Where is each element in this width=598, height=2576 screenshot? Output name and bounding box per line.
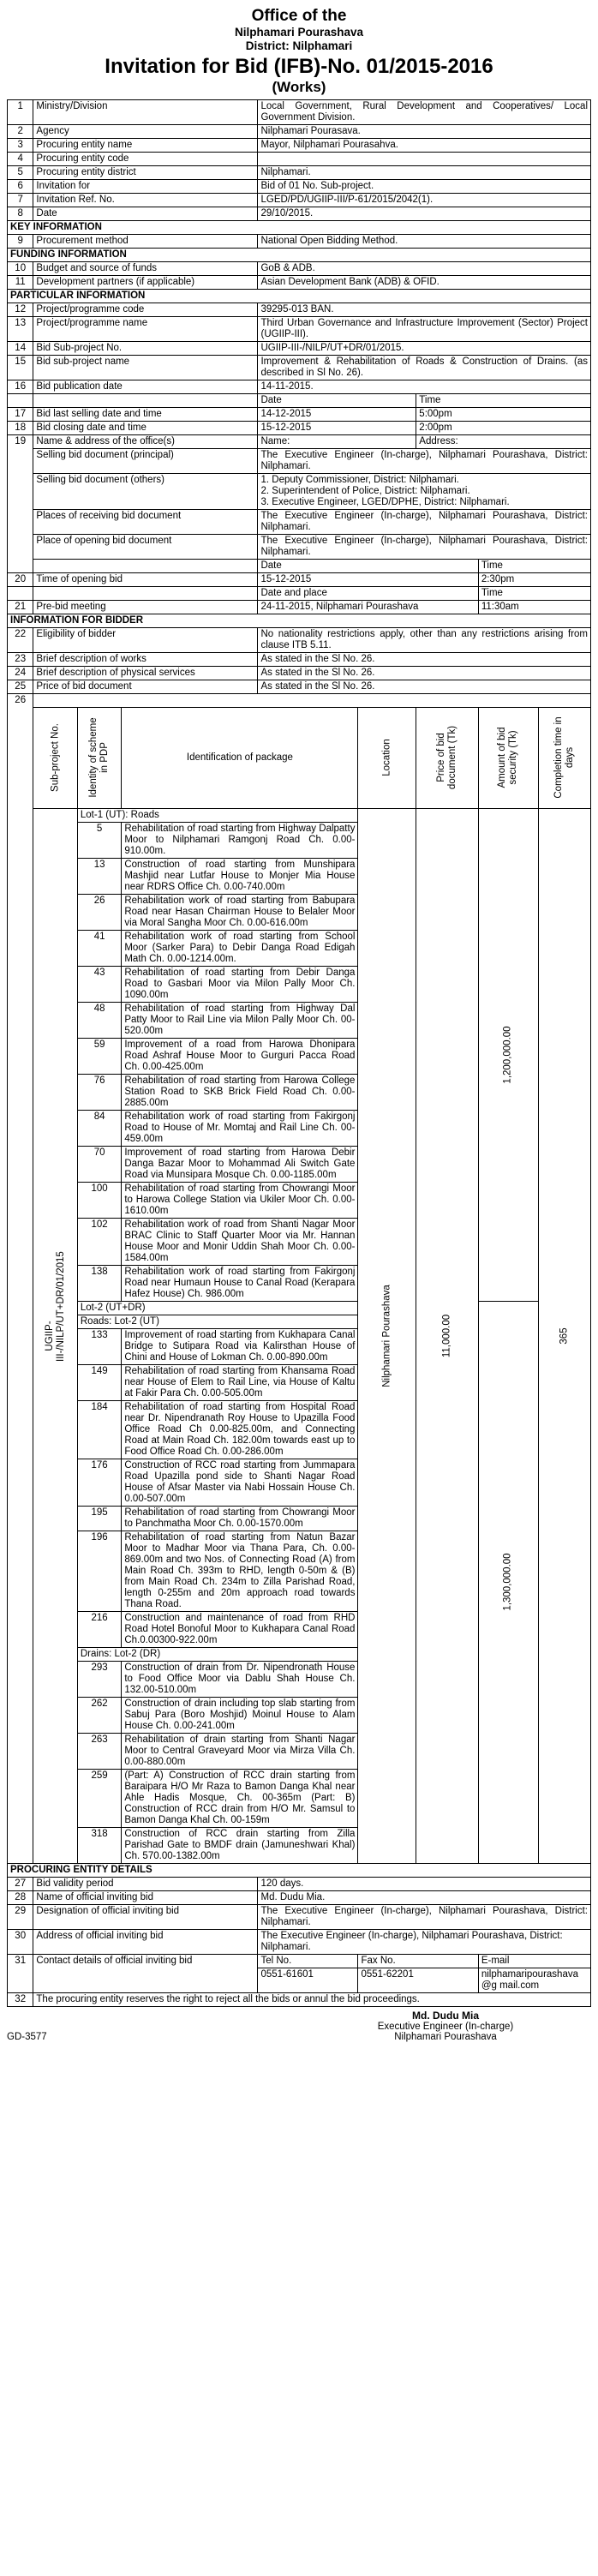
section-funding: FUNDING INFORMATION — [8, 249, 591, 262]
package-item: 59 Improvement of a road from Harowa Dhonipara Road Ashraf House Moor to Gurguri Pacca Road Ch. 0.00-425.00m — [8, 1038, 591, 1074]
row-16: 16 Bid publication date 14-11-2015. — [8, 380, 591, 394]
notice-footer — [7, 2010, 591, 2042]
package-item: 102 Rehabilitation work of road from Shanti Nagar Moor BRAC Clinic to Staff Quarter Moor via Mr. Hannan House Moor and Monir Uddin Shah Moor Ch. 0.00-1584.00m — [8, 1218, 591, 1265]
row-8: 8 Date 29/10/2015. — [8, 207, 591, 221]
others-item-1: 1. Deputy Commissioner, District: Nilphamari. — [260, 475, 459, 485]
email-value: nilphamaripourashava@g mail.com — [478, 1968, 590, 1992]
row-5: 5 Procuring entity district Nilphamari. — [8, 166, 591, 180]
package-location: Nilphamari Pourashava — [381, 1284, 392, 1387]
col-subproject: Sub-project No. — [50, 723, 61, 792]
fax-value: 0551-62201 — [358, 1968, 478, 1992]
package-item: 262 Construction of drain including top slab starting from Sabuj Para (Boro Moshjid) Moinul House to Alam House Ch. 0.00-241.00m — [8, 1697, 591, 1733]
row-1: 1 Ministry/Division Local Government, Rural Development and Cooperatives/ Local Government Division. — [8, 100, 591, 125]
subproject-number: UGIIP-III-/NILP/UT+DR/01/2015 — [44, 1250, 66, 1362]
notice-header — [7, 7, 591, 96]
row-13: 13 Project/programme name Third Urban Governance and Infrastructure Improvement (Sector) Project (UGIIP-III). — [8, 317, 591, 342]
section-procuring: PROCURING ENTITY DETAILS — [8, 1863, 591, 1877]
package-item: 84 Rehabilitation work of road starting from Fakirgonj Road to House of Mr. Momtaj and Rail Line Ch. 00-459.00m — [8, 1110, 591, 1146]
row-27: 27 Bid validity period 120 days. — [8, 1877, 591, 1890]
col-location: Location — [381, 739, 392, 776]
row-30: 30 Address of official inviting bid The Executive Engineer (In-charge), Nilphamari Pourashava, District: Nilphamari. — [8, 1929, 591, 1954]
row-32: 32 The procuring entity reserves the right to reject all the bids or annul the bid proceedings. — [8, 1992, 591, 2006]
section-particular: PARTICULAR INFORMATION — [8, 290, 591, 303]
row-11: 11 Development partners (if applicable) Asian Development Bank (ADB) & OFID. — [8, 276, 591, 290]
package-item: 133 Improvement of road starting from Kukhapara Canal Bridge to Sutipara Road via Kalirsthan House of Chini and House of Lokman Ch. 0.00-890.00m — [8, 1328, 591, 1364]
others-item-3: 3. Executive Engineer, LGED/DPHE, District: Nilphamari. — [260, 497, 510, 507]
col-price: Price of bid document (Tk) — [436, 725, 458, 790]
signatory-name: Md. Dudu Mia — [412, 2009, 479, 2022]
row-31-head: 31 Contact details of official inviting bid Tel No. Fax No. E-mail — [8, 1954, 591, 1968]
row-selling-others: Selling bid document (others) 1. Deputy Commissioner, District: Nilphamari. 2. Superintendent of Police, District: Nilphamari. 3. Executive Engineer, LGED/DPHE, District: Nilphamari. — [8, 474, 591, 510]
row-18: 18 Bid closing date and time 15-12-2015 2:00pm — [8, 422, 591, 435]
org-name: Nilphamari Pourashava — [234, 26, 364, 39]
office-line: Office of the — [251, 7, 347, 25]
package-item: 5 Rehabilitation of road starting from Highway Dalpatty Moor to Nilphamari Ramgonj Road Ch. 0.00-910.00m. — [8, 822, 591, 858]
package-lot-heading: Lot-2 (UT+DR) 1,300,000.00 — [8, 1301, 591, 1315]
row-17: 17 Bid last selling date and time 14-12-2015 5:00pm — [8, 408, 591, 422]
row-opening-place: Place of opening bid document The Executive Engineer (In-charge), Nilphamari Pourashava, District: Nilphamari. — [8, 535, 591, 560]
row-9: 9 Procurement method National Open Bidding Method. — [8, 235, 591, 249]
package-item: 318 Construction of RCC drain starting from Zilla Parishad Gate to BMDF drain (Jamuneshwari Khal) Ch. 570.00-1382.00m — [8, 1827, 591, 1863]
row-3: 3 Procuring entity name Mayor, Nilphamari Pourasahva. — [8, 139, 591, 153]
col-security: Amount of bid security (Tk) — [497, 727, 519, 788]
row-opening-head: Date Time — [8, 560, 591, 573]
signatory-org: Nilphamari Pourashava — [394, 2031, 497, 2042]
row-6: 6 Invitation for Bid of 01 No. Sub-project. — [8, 180, 591, 194]
ifb-subtitle: (Works) — [272, 79, 326, 95]
package-item: 259 (Part: A) Construction of RCC drain starting from Baraipara H/O Mr Raza to Bamon Danga Khal near Ahle Hadis Mosque, Ch. 00-365m (Part: B) Construction of RCC drain from H/O Mr. Samsul to Bamon Danga Khal Ch. 00-159m — [8, 1769, 591, 1827]
row-29: 29 Designation of official inviting bid The Executive Engineer (In-charge), Nilphamari Pourashava, District: Nilphamari. — [8, 1904, 591, 1929]
security-lot2: 1,300,000.00 — [502, 1553, 513, 1611]
package-item: 216 Construction and maintenance of road from RHD Road Hotel Bonoful Moor to Kukhapara Canal Road Ch.0.00300-922.00m — [8, 1611, 591, 1647]
row-selling-principal: Selling bid document (principal) The Executive Engineer (In-charge), Nilphamari Pourashava, District: Nilphamari. — [8, 449, 591, 474]
row-20: 20 Time of opening bid 15-12-2015 2:30pm — [8, 573, 591, 587]
col-package: Identification of package — [122, 707, 358, 808]
row-26: 26 — [8, 694, 591, 708]
package-lot-heading: Roads: Lot-2 (UT) — [8, 1315, 591, 1328]
package-item: 195 Rehabilitation of road starting from Chowrangi Moor to Panchmatha Moor Ch. 0.00-1570.00m — [8, 1506, 591, 1531]
package-lot-heading: UGIIP-III-/NILP/UT+DR/01/2015 Lot-1 (UT): Roads Nilphamari Pourashava 11,000.00 1,200,000.00 365 — [8, 808, 591, 822]
row-7: 7 Invitation Ref. No. LGED/PD/UGIIP-III/P-61/2015/2042(1). — [8, 194, 591, 207]
row-21: 21 Pre-bid meeting 24-11-2015, Nilphamari Pourashava 11:30am — [8, 601, 591, 614]
gd-number: GD-3577 — [7, 2031, 47, 2042]
row-prebid-head: Date and place Time — [8, 587, 591, 601]
package-item: 13 Construction of road starting from Munshipara Mashjid near Lutfar House to Monjer Mia House near RDRS Office Ch. 0.00-740.00m — [8, 858, 591, 894]
row-24: 24 Brief description of physical services As stated in the Sl No. 26. — [8, 667, 591, 680]
row-12: 12 Project/programme code 39295-013 BAN. — [8, 303, 591, 317]
ifb-title: Invitation for Bid (IFB)-No. 01/2015-2016 — [105, 55, 493, 78]
package-item: 76 Rehabilitation of road starting from Harowa College Station Road to SKB Brick Field Road Ch. 0.00-2885.00m — [8, 1074, 591, 1110]
row-14: 14 Bid Sub-project No. UGIIP-III-/NILP/UT+DR/01/2015. — [8, 342, 591, 356]
row-15: 15 Bid sub-project name Improvement & Rehabilitation of Roads & Construction of Drains. (as described in Sl No. 26). — [8, 356, 591, 380]
row-23: 23 Brief description of works As stated in the Sl No. 26. — [8, 653, 591, 667]
package-item: 196 Rehabilitation of road starting from Natun Bazar Moor to Madhar Moor via Thana Para, Ch. 0.00-869.00m and two Nos. of Connecting Road (A) from Main Road Ch. 393m to RHD, length 0-50m & (B) from Main Road Ch. 234m to Zilla Parishad Road, length 0-255m and 20m approach road towards Thana Road. — [8, 1531, 591, 1611]
package-lot-heading: Drains: Lot-2 (DR) — [8, 1647, 591, 1661]
package-item: 43 Rehabilitation of road starting from Debir Danga Road to Gasbari Moor via Milon Pally Moor Ch. 1090.00m — [8, 966, 591, 1002]
package-item: 70 Improvement of road starting from Harowa Debir Danga Bazar Moor to Mohammad Ali Switch Gate Road via Munsipara Mosque Ch. 0.00-1185.00m — [8, 1146, 591, 1182]
row-2: 2 Agency Nilphamari Pourasava. — [8, 125, 591, 139]
row-19: 19 Name & address of the office(s) Name: Address: — [8, 435, 591, 449]
package-item: 41 Rehabilitation work of road starting from School Moor (Sarker Para) to Debir Danga Road Edigah Math Ch. 0.00-1214.00m. — [8, 930, 591, 966]
package-item: 138 Rehabilitation work of road starting from Fakirgonj Road near Humaun House to Canal Road (Kerapara Hafez House) Ch. 986.00m — [8, 1265, 591, 1301]
row-22: 22 Eligibility of bidder No nationality restrictions apply, other than any restrictions arising from clause ITB 5.11. — [8, 628, 591, 653]
package-item: 26 Rehabilitation work of road starting from Babupara Road near Hasan Chairman House to Belaler Moor via Moral Sangha Moor Ch. 0.00-616.00m — [8, 894, 591, 930]
row-31 — [8, 1968, 591, 1992]
row-10: 10 Budget and source of funds GoB & ADB. — [8, 262, 591, 276]
package-item: 149 Rehabilitation of road starting from Khansama Road near House of Elem to Rail Line, via House of Kaltu at Fakir Para Ch. 0.00-505.00m — [8, 1364, 591, 1400]
signatory-designation: Executive Engineer (In-charge) — [377, 2021, 514, 2032]
row-28: 28 Name of official inviting bid Md. Dudu Mia. — [8, 1890, 591, 1904]
package-item: 100 Rehabilitation of road starting from Chowrangi Moor to Harowa College Station via Ukiler Moor Ch. 0.00-1610.00m — [8, 1182, 591, 1218]
row-25: 25 Price of bid document As stated in the Sl No. 26. — [8, 680, 591, 694]
row-4: 4 Procuring entity code — [8, 153, 591, 166]
district-name: District: Nilphamari — [245, 39, 353, 52]
row-date-time-head: Date Time — [8, 394, 591, 408]
package-item: 263 Rehabilitation of drain starting from Shanti Nagar Moor to Central Graveyard Moor via Mirza Villa Ch. 0.00-880.00m — [8, 1733, 591, 1769]
package-item: 293 Construction of drain from Dr. Nipendronath House to Food Office Moor via Dablu Shah House Ch. 132.00-510.00m — [8, 1661, 591, 1697]
package-price: 11,000.00 — [441, 1314, 452, 1357]
section-key: KEY INFORMATION — [8, 221, 591, 235]
package-item: 184 Rehabilitation of road starting from Hospital Road near Dr. Nipendranath Roy House to Upazilla Food Office Road Ch 0.00-825.00m, and Connecting Road at Main Road Ch. 182.00m towards east up to Food Office Road Ch. 0.00-286.00m — [8, 1400, 591, 1459]
package-col-header — [8, 707, 591, 808]
package-completion: 365 — [559, 1327, 570, 1345]
security-lot1: 1,200,000.00 — [502, 1025, 513, 1084]
col-completion: Completion time in days — [553, 716, 575, 799]
ifb-table — [7, 99, 591, 2007]
others-item-2: 2. Superintendent of Police, District: Nilphamari. — [260, 486, 470, 496]
package-item: 176 Construction of RCC road starting from Jummapara Road Upazilla pond side to Shanti Nagar Road House of Afsar Master via Nabi Hossain House Ch. 0.00-507.00m — [8, 1459, 591, 1506]
section-bidder: INFORMATION FOR BIDDER — [8, 614, 591, 628]
col-identity: Identity of scheme in PDP — [88, 717, 111, 798]
row-receiving: Places of receiving bid document The Executive Engineer (In-charge), Nilphamari Pourashava, District: Nilphamari. — [8, 510, 591, 535]
signature-block — [351, 2010, 540, 2042]
package-item: 48 Rehabilitation of road starting from Highway Dal Patty Moor to Rail Line via Milon Pally Moor Ch. 00-520.00m — [8, 1002, 591, 1038]
tel-value: 0551-61601 — [258, 1968, 358, 1992]
